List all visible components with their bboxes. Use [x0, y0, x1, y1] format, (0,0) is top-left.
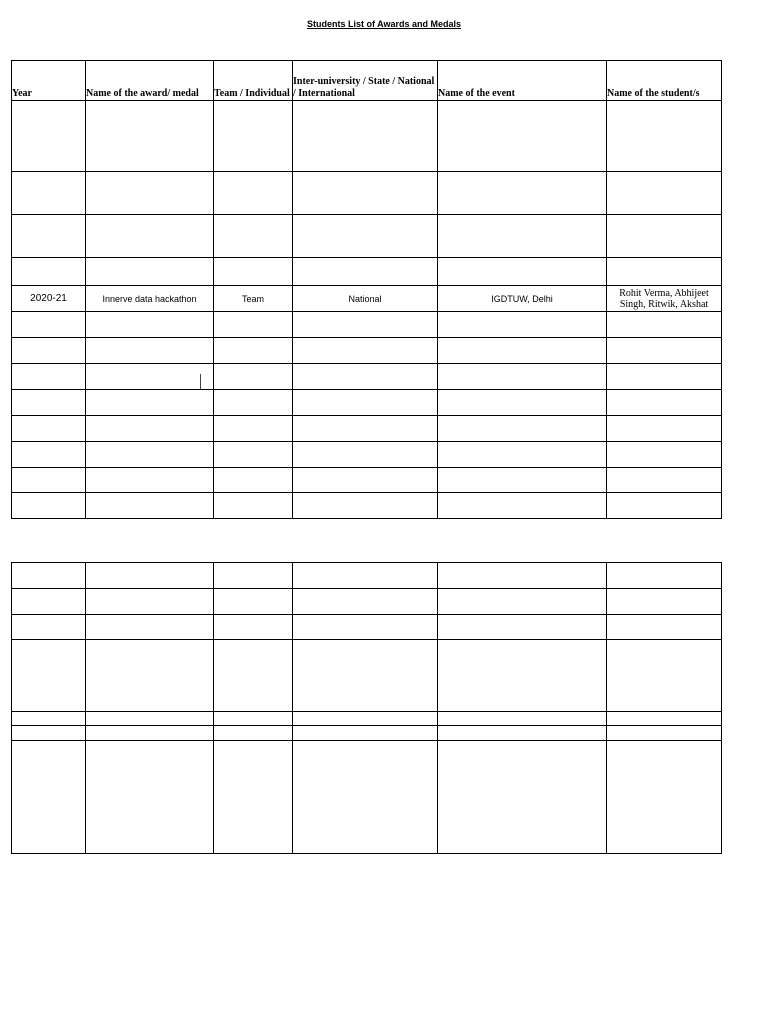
- cell-year: 2020-21: [12, 286, 86, 312]
- table-row: [12, 101, 722, 172]
- table-row: [12, 390, 722, 416]
- header-event: Name of the event: [438, 61, 607, 101]
- table-header-row: [12, 61, 722, 101]
- table-row: [12, 589, 722, 615]
- table-row: [12, 726, 722, 741]
- cell-level: National: [293, 286, 438, 312]
- document-title: Students List of Awards and Medals: [306, 19, 462, 29]
- awards-table: [11, 60, 722, 519]
- cell-students: Rohit Verma, Abhijeet Singh, Ritwik, Akshat: [607, 286, 722, 312]
- cell-team: Team: [214, 286, 293, 312]
- table-row: [12, 338, 722, 364]
- table-row: [12, 493, 722, 519]
- header-year: Year: [12, 61, 86, 101]
- table-row: [12, 442, 722, 468]
- table-row: [12, 364, 722, 390]
- text-caret: [200, 374, 201, 390]
- table-row: [12, 258, 722, 286]
- table-row: [12, 215, 722, 258]
- header-students: Name of the student/s: [607, 61, 722, 101]
- cell-award: Innerve data hackathon: [86, 286, 214, 312]
- header-award: Name of the award/ medal: [86, 61, 214, 101]
- text-cursor-cell[interactable]: [86, 364, 214, 390]
- header-level: Inter-university / State / National / International: [293, 61, 438, 101]
- table-row: [12, 563, 722, 589]
- awards-table-continued: [11, 562, 722, 854]
- table-row: [12, 172, 722, 215]
- header-team: Team / Individual: [214, 61, 293, 101]
- table-row: [12, 615, 722, 640]
- table-row: [12, 312, 722, 338]
- table-row: [12, 416, 722, 442]
- table-row: [12, 712, 722, 726]
- table-row: [12, 468, 722, 493]
- cell-event: IGDTUW, Delhi: [438, 286, 607, 312]
- table-row: [12, 640, 722, 712]
- table-row: [12, 741, 722, 854]
- table-row-entry: [12, 286, 722, 312]
